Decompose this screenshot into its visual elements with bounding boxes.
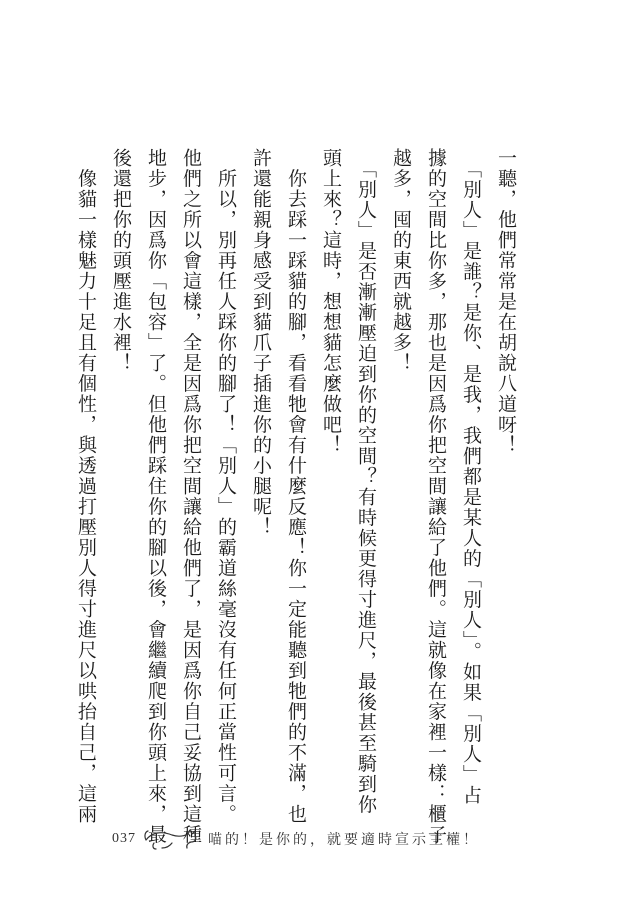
text-column-2: 「別人」是誰？是你、是我，我們都是某人的「別人」。如果「別人」占 — [460, 148, 482, 806]
text-column-7: 你去踩一踩貓的腳，看看牠會有什麼反應！你一定能聽到牠們的不滿，也 — [285, 148, 307, 825]
text-column-5: 「別人」是否漸漸壓迫到你的空間？有時候更得寸進尺，最後甚至騎到你 — [355, 148, 377, 815]
text-column-8: 許還能親身感受到貓爪子插進你的小腿呢！ — [250, 148, 272, 538]
text-column-9: 所以，別再任人踩你的腳了！「別人」的霸道絲毫沒有任何正當性可言。 — [215, 148, 237, 825]
text-column-13: 像貓一樣魅力十足且有個性，與透過打壓別人得寸進尺以哄抬自己，這兩 — [75, 148, 97, 825]
text-column-10: 他們之所以會這樣，全是因爲你把空間讓給他們了，是因爲你自己妥協到這種 — [180, 148, 202, 845]
text-column-12: 後還把你的頭壓進水裡！ — [110, 148, 132, 374]
cat-icon — [142, 826, 200, 852]
page-number: 037 — [112, 831, 136, 846]
page-footer — [112, 826, 480, 852]
text-column-3: 據的空間比你多，那也是因爲你把空間讓給了他們。這就像在家裡一樣：櫃子 — [425, 148, 447, 845]
text-column-6: 頭上來？這時，想想貓怎麼做吧！ — [320, 148, 342, 456]
running-title: 喵的！是你的，就要適時宣示主權！ — [208, 833, 480, 848]
text-column-4: 越多，囤的東西就越多！ — [390, 148, 412, 374]
text-column-11: 地步，因爲你「包容」了。但他們踩住你的腳以後，會繼續爬到你頭上來，最 — [145, 148, 167, 845]
text-column-1: 一聽，他們常常是在胡說八道呀！ — [495, 148, 517, 456]
